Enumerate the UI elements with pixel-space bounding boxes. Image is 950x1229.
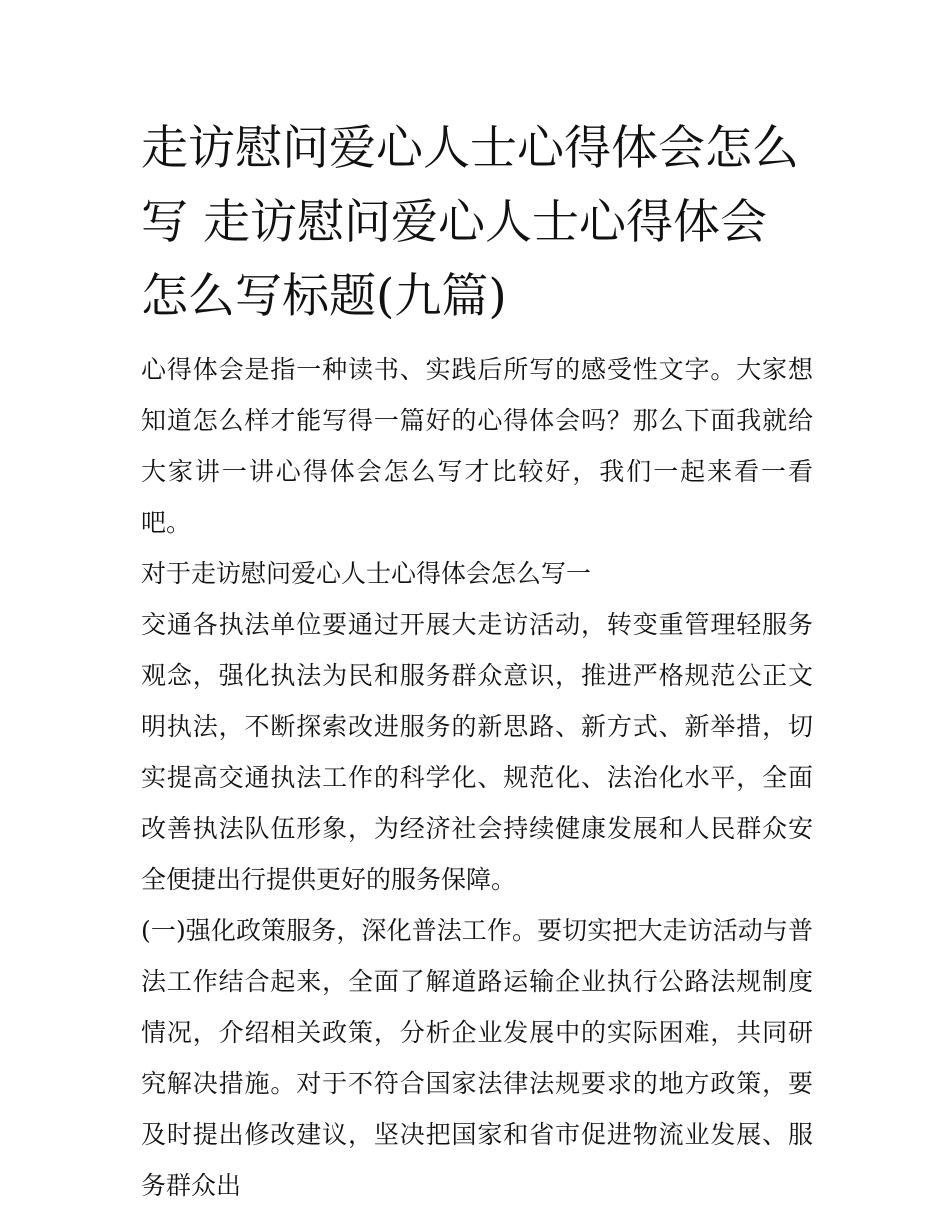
document-page — [141, 112, 813, 1211]
body-paragraph: (一)强化政策服务，深化普法工作。要切实把大走访活动与普法工作结合起来，全面了解道路运输企业执行公路法规制度情况，介绍相关政策，分析企业发展中的实际困难，共同研究解决措施。对于不符合国家法律法规要求的地方政策，要及时提出修改建议，坚决把国家和省市促进物流业发展、服务群众出 — [141, 916, 813, 1200]
body-paragraph: 交通各执法单位要通过开展大走访活动，转变重管理轻服务观念，强化执法为民和服务群众意识，推进严格规范公正文明执法，不断探索改进服务的新思路、新方式、新举措，切实提高交通执法工作的科学化、规范化、法治化水平，全面改善执法队伍形象，为经济社会持续健康发展和人民群众安全便捷出行提供更好的服务保障。 — [141, 610, 813, 894]
section-heading: 对于走访慰问爱心人士心得体会怎么写一 — [141, 559, 592, 588]
intro-paragraph: 心得体会是指一种读书、实践后所写的感受性文字。大家想知道怎么样才能写得一篇好的心得体会吗？那么下面我就给大家讲一讲心得体会怎么写才比较好，我们一起来看一看吧。 — [141, 355, 813, 537]
document-title: 走访慰问爱心人士心得体会怎么写 走访慰问爱心人士心得体会怎么写标题(九篇) — [141, 121, 799, 324]
